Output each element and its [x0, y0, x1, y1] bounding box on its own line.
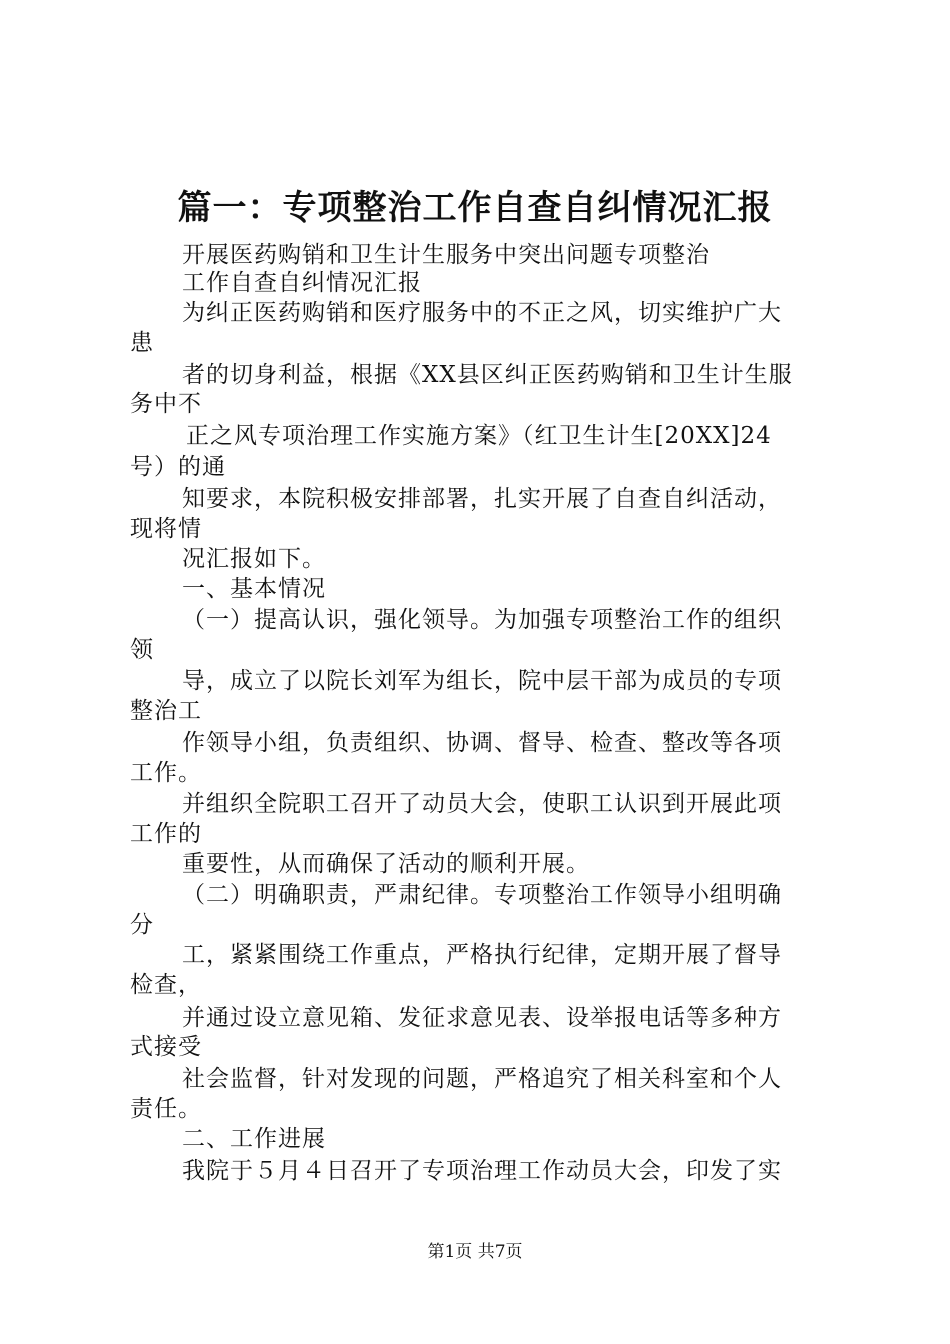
text-line: 现将情	[130, 516, 202, 542]
text-line: 患	[130, 330, 154, 356]
text-line: 号）的通	[130, 454, 226, 480]
text-line: （二）明确职责，严肃纪律。专项整治工作领导小组明确	[182, 882, 782, 908]
text-line: 工作。	[130, 760, 202, 786]
document-title: 篇一：专项整治工作自查自纠情况汇报	[177, 188, 773, 228]
text-line: 我院于５月４日召开了专项治理工作动员大会，印发了实	[182, 1158, 782, 1184]
text-line: 况汇报如下。	[182, 546, 326, 572]
text-line: 工，紧紧围绕工作重点，严格执行纪律，定期开展了督导	[182, 942, 782, 968]
text-line: 者的切身利益，根据《XX县区纠正医药购销和卫生计生服	[182, 362, 793, 388]
text-line: 检查，	[130, 972, 202, 998]
text-line: 务中不	[130, 391, 202, 417]
text-line: 社会监督，针对发现的问题，严格追究了相关科室和个人	[182, 1066, 782, 1092]
text-line: 领	[130, 637, 154, 663]
text-line: 作领导小组，负责组织、协调、督导、检查、整改等各项	[182, 730, 782, 756]
page-footer: 第1页 共7页	[427, 1242, 523, 1262]
section-heading: 二、工作进展	[182, 1126, 326, 1152]
text-line: 知要求，本院积极安排部署，扎实开展了自查自纠活动，	[182, 486, 782, 512]
section-heading: 一、基本情况	[182, 576, 326, 602]
text-line: （一）提高认识，强化领导。为加强专项整治工作的组织	[182, 607, 782, 633]
text-line: 导，成立了以院长刘军为组长，院中层干部为成员的专项	[182, 668, 782, 694]
text-line: 工作的	[130, 821, 202, 847]
text-line: 整治工	[130, 698, 202, 724]
text-line: 分	[130, 912, 154, 938]
text-line: 并组织全院职工召开了动员大会，使职工认识到开展此项	[182, 791, 782, 817]
text-line: 为纠正医药购销和医疗服务中的不正之风，切实维护广大	[182, 300, 782, 326]
text-line: 工作自查自纠情况汇报	[182, 270, 422, 296]
text-line: 并通过设立意见箱、发征求意见表、设举报电话等多种方	[182, 1005, 782, 1031]
text-line: 正之风专项治理工作实施方案》（红卫生计生[20XX]24	[186, 423, 772, 449]
text-line: 开展医药购销和卫生计生服务中突出问题专项整治	[182, 242, 710, 268]
text-line: 责任。	[130, 1096, 202, 1122]
text-line: 重要性，从而确保了活动的顺利开展。	[182, 851, 590, 877]
text-line: 式接受	[130, 1034, 202, 1060]
